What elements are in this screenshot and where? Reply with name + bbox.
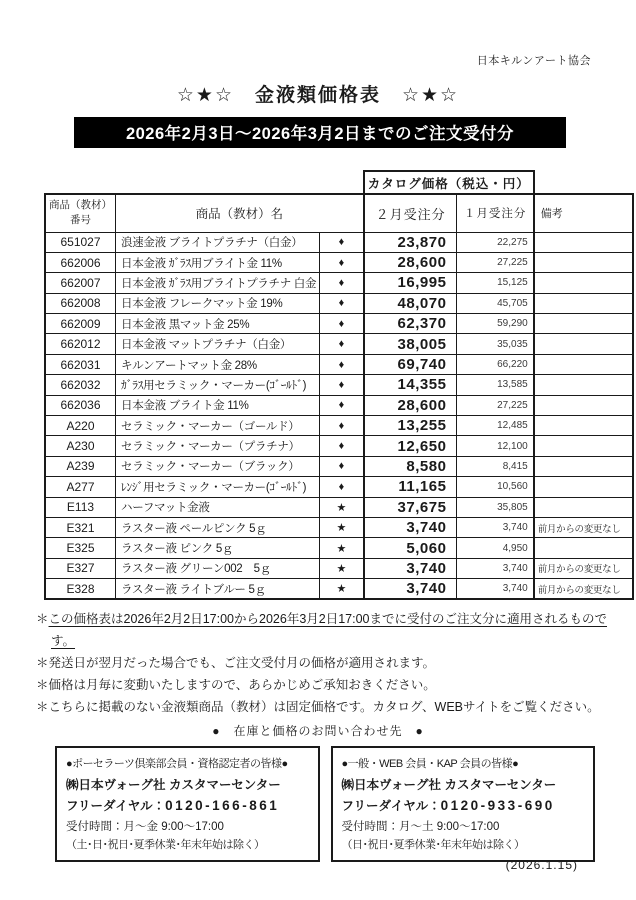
footnote [36,696,608,718]
remark: 前月からの変更なし [534,579,633,599]
column-header-code [45,194,116,232]
remark [534,477,633,497]
price-table [44,170,634,600]
price-february: 28,600 [364,395,457,415]
price-january: 35,805 [457,497,534,517]
product-code: E325 [45,538,116,558]
price-marker-icon: ★ [320,538,364,558]
code-header-line2: 番号 [70,214,91,227]
product-name: 日本金液 ｶﾞﾗｽ用ブライトプラチナ 白金 [116,273,320,293]
table-row [45,293,633,313]
contact-box [55,746,320,862]
product-name: セラミック・マーカー（プラチナ） [116,436,320,456]
price-february: 12,650 [364,436,457,456]
price-january: 4,950 [457,538,534,558]
price-marker-icon: ♦ [320,456,364,476]
price-february: 11,165 [364,477,457,497]
table-row [45,334,633,354]
footnote [36,674,608,696]
price-marker-icon: ♦ [320,334,364,354]
footnote-text: 価格は月毎に変動いたしますので、あらかじめご承知おきください。 [48,678,436,692]
inquiry-heading: ● 在庫と価格のお問い合わせ先 ● [212,724,424,738]
price-january: 35,035 [457,334,534,354]
price-marker-icon: ★ [320,517,364,537]
footnote-mark: ＊ [36,700,49,714]
product-code: 662032 [45,375,116,395]
footnotes [36,608,608,718]
price-marker-icon: ♦ [320,354,364,374]
remark: 前月からの変更なし [534,558,633,578]
footnote-mark: ＊ [36,656,49,670]
price-february: 5,060 [364,538,457,558]
remark [534,375,633,395]
price-january: 13,585 [457,375,534,395]
price-february: 16,995 [364,273,457,293]
product-name: ハーフマット金液 [116,497,320,517]
price-february: 8,580 [364,456,457,476]
remark [534,416,633,436]
product-code: A220 [45,416,116,436]
remark [534,436,633,456]
product-name: ﾚﾝｼﾞ用セラミック・マーカー(ｺﾞｰﾙﾄﾞ) [116,477,320,497]
contact-hours: 受付時間：月～土 9:00～17:00 [341,821,500,833]
footnote [36,652,608,674]
product-name: 日本金液 ブライト金 11% [116,395,320,415]
remark [534,497,633,517]
remark [534,293,633,313]
price-marker-icon: ★ [320,558,364,578]
column-header-jan: １月受注分 [457,194,534,232]
table-row [45,477,633,497]
product-name: キルンアートマット金 28% [116,354,320,374]
price-marker-icon: ♦ [320,273,364,293]
price-february: 3,740 [364,558,457,578]
column-header-feb: ２月受注分 [364,194,457,232]
table-row [45,354,633,374]
contact-boxes [55,746,595,862]
contact-company: ㈱日本ヴォーグ社 カスタマーセンター [341,778,557,792]
page-title: ☆★☆ 金液類価格表 ☆★☆ [176,85,460,106]
price-january: 3,740 [457,517,534,537]
price-marker-icon: ★ [320,579,364,599]
table-row [45,456,633,476]
product-code: A239 [45,456,116,476]
price-february: 48,070 [364,293,457,313]
table-row [45,314,633,334]
price-marker-icon: ♦ [320,416,364,436]
contact-closed-days: （土･日･祝日･夏季休業･年末年始は除く） [66,839,265,851]
price-february: 62,370 [364,314,457,334]
contact-hours: 受付時間：月～金 9:00～17:00 [66,821,224,833]
phone-label: フリーダイヤル： [341,799,441,813]
price-january: 12,485 [457,416,534,436]
price-february: 23,870 [364,232,457,252]
remark [534,354,633,374]
table-row [45,579,633,599]
product-name: ラスター液 ペールピンク 5ｇ [116,517,320,537]
price-january: 27,225 [457,252,534,272]
price-january: 8,415 [457,456,534,476]
footnote [36,608,608,652]
price-table-wrap [44,170,634,600]
table-row [45,252,633,272]
price-february: 3,740 [364,579,457,599]
price-january: 66,220 [457,354,534,374]
price-january: 15,125 [457,273,534,293]
product-code: E328 [45,579,116,599]
table-row [45,395,633,415]
remark [534,273,633,293]
catalog-header-row [45,171,633,194]
table-row [45,436,633,456]
table-row [45,517,633,537]
remark [534,314,633,334]
product-code: 662007 [45,273,116,293]
price-february: 28,600 [364,252,457,272]
product-code: A230 [45,436,116,456]
product-code: E113 [45,497,116,517]
price-february: 3,740 [364,517,457,537]
remark [534,456,633,476]
product-name: 日本金液 マットプラチナ（白金） [116,334,320,354]
product-name: ラスター液 ピンク 5ｇ [116,538,320,558]
contact-phone-line [66,796,309,814]
price-marker-icon: ♦ [320,477,364,497]
product-code: 662008 [45,293,116,313]
product-name: 日本金液 黒マット金 25% [116,314,320,334]
table-row [45,558,633,578]
footnote-text: こちらに掲載のない金液類商品（教材）は固定価格です。カタログ、WEBサイトをご覧ください。 [48,700,600,714]
price-january: 3,740 [457,579,534,599]
product-name: セラミック・マーカー（ブラック） [116,456,320,476]
remark [534,334,633,354]
remark [534,395,633,415]
contact-box [331,746,596,862]
remark [534,252,633,272]
price-marker-icon: ♦ [320,436,364,456]
footnote-text: 発送日が翌月だった場合でも、ご注文受付月の価格が適用されます。 [48,656,436,670]
product-name: 浪速金液 ブライトプラチナ（白金） [116,232,320,252]
price-february: 14,355 [364,375,457,395]
price-february: 37,675 [364,497,457,517]
header-spacer-left [45,171,364,194]
footnote-text: この価格表は2026年2月2日17:00から2026年3月2日17:00までに受付のご注文分に適用されるものです。 [48,612,608,648]
table-row [45,273,633,293]
column-header-row [45,194,633,232]
product-name: ｶﾞﾗｽ用セラミック・マーカー(ｺﾞｰﾙﾄﾞ) [116,375,320,395]
price-january: 27,225 [457,395,534,415]
product-code: E327 [45,558,116,578]
price-marker-icon: ♦ [320,375,364,395]
product-code: 662009 [45,314,116,334]
price-january: 59,290 [457,314,534,334]
product-code: A277 [45,477,116,497]
price-marker-icon: ♦ [320,293,364,313]
price-february: 38,005 [364,334,457,354]
contact-phone-line [342,796,585,814]
header-spacer-right [534,171,633,194]
table-row [45,538,633,558]
price-february: 69,740 [364,354,457,374]
remark [534,538,633,558]
footnote-mark: ＊ [36,678,49,692]
contact-audience: ●一般・WEB 会員・KAP 会員の皆様● [341,758,519,770]
product-code: E321 [45,517,116,537]
order-period-banner: 2026年2月3日～2026年3月2日までのご注文受付分 [74,117,566,148]
product-code: 651027 [45,232,116,252]
price-marker-icon: ♦ [320,252,364,272]
catalog-price-header: カタログ価格（税込・円） [364,171,534,194]
price-january: 12,100 [457,436,534,456]
contact-closed-days: （日･祝日･夏季休業･年末年始は除く） [341,839,525,851]
code-header-line1: 商品（教材） [49,198,112,211]
phone-number: 0120-933-690 [440,798,555,813]
contact-company: ㈱日本ヴォーグ社 カスタマーセンター [66,778,281,792]
table-row [45,416,633,436]
price-marker-icon: ♦ [320,232,364,252]
remark [534,232,633,252]
price-marker-icon: ★ [320,497,364,517]
product-name: 日本金液 ｶﾞﾗｽ用ブライト金 11% [116,252,320,272]
organization-name: 日本キルンアート協会 [476,55,591,67]
issued-date: (2026.1.15) [505,858,578,872]
phone-number: 0120-166-861 [165,798,280,813]
product-name: 日本金液 フレークマット金 19% [116,293,320,313]
product-name: セラミック・マーカー（ゴールド） [116,416,320,436]
remark: 前月からの変更なし [534,517,633,537]
price-january: 10,560 [457,477,534,497]
price-marker-icon: ♦ [320,395,364,415]
table-row [45,232,633,252]
price-february: 13,255 [364,416,457,436]
contact-audience: ●ポーセラーツ倶楽部会員・資格認定者の皆様● [66,758,288,770]
footnote-mark: ＊ [36,612,49,626]
product-name: ラスター液 ライトブルー 5ｇ [116,579,320,599]
table-row [45,375,633,395]
price-marker-icon: ♦ [320,314,364,334]
product-code: 662036 [45,395,116,415]
product-code: 662012 [45,334,116,354]
column-header-name: 商品（教材）名 [116,194,364,232]
table-row [45,497,633,517]
product-code: 662006 [45,252,116,272]
price-january: 3,740 [457,558,534,578]
column-header-note: 備考 [534,194,633,232]
product-name: ラスター液 グリーン002 5ｇ [116,558,320,578]
price-january: 45,705 [457,293,534,313]
phone-label: フリーダイヤル： [66,799,166,813]
price-january: 22,275 [457,232,534,252]
product-code: 662031 [45,354,116,374]
